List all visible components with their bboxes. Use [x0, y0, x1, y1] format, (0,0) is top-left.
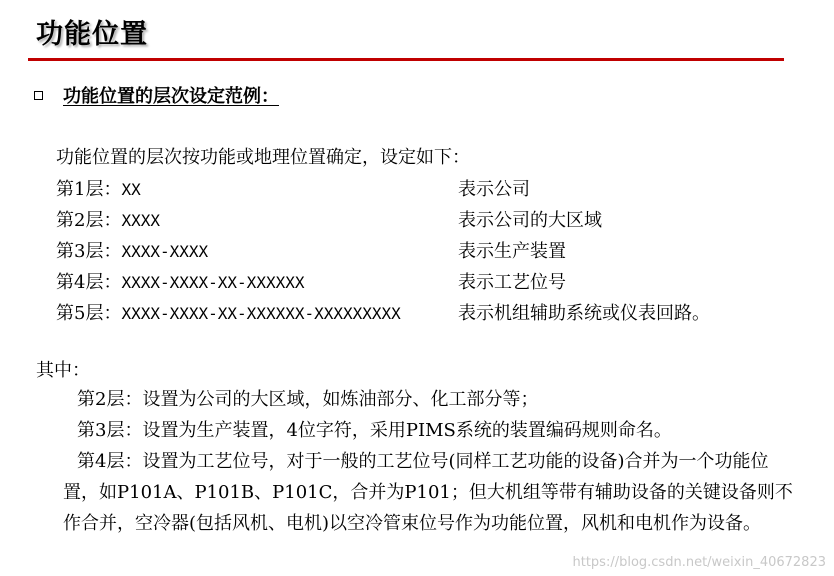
page-title: 功能位置 [36, 19, 148, 50]
level-row [56, 203, 710, 234]
level-code: XX [121, 179, 141, 199]
watermark: https://blog.csdn.net/weixin_40672823 [572, 555, 826, 570]
level-name [56, 175, 458, 201]
level-description: 表示工艺位号 [458, 271, 566, 293]
level-label: 第2层： [56, 209, 122, 231]
level-label: 第3层： [56, 240, 122, 262]
bullet-heading [34, 82, 279, 108]
level-description: 表示机组辅助系统或仪表回路。 [458, 302, 710, 324]
note-head: 第2层： [77, 389, 143, 410]
note-head: 第3层： [77, 420, 143, 441]
level-row [56, 265, 710, 296]
level-label: 第4层： [56, 271, 122, 293]
note-item [63, 446, 798, 539]
intro-text: 功能位置的层次按功能或地理位置确定，设定如下： [56, 147, 470, 168]
note-body: 设置为公司的大区域，如炼油部分、化工部分等； [142, 389, 539, 410]
square-bullet-icon [34, 91, 43, 100]
level-description: 表示公司的大区域 [458, 209, 602, 231]
level-code: XXXX-XXXX-XX-XXXXXX [121, 272, 305, 292]
level-code: XXXX-XXXX-XX-XXXXXX-XXXXXXXXX [121, 303, 401, 323]
note-item [63, 415, 798, 446]
note-item [63, 384, 798, 415]
note-body: 设置为工艺位号，对于一般的工艺位号(同样工艺功能的设备)合并为一个功能位置，如P101A、P101B、P101C，合并为P101；但大机组等带有辅助设备的关键设备则不作合并，空冷器(包括风机、电机)以空冷管束位号作为功能位置，风机和电机作为设备。 [63, 451, 793, 534]
level-row [56, 172, 710, 203]
section-subtitle: 功能位置的层次设定范例： [63, 86, 279, 107]
level-row [56, 296, 710, 327]
level-name [56, 237, 458, 263]
level-name [56, 299, 458, 325]
level-row [56, 234, 710, 265]
level-description: 表示公司 [458, 178, 530, 200]
notes-list [63, 384, 798, 539]
title-divider [28, 58, 784, 61]
level-label: 第5层： [56, 302, 122, 324]
level-description: 表示生产装置 [458, 240, 566, 262]
level-list [56, 172, 710, 327]
level-label: 第1层： [56, 178, 122, 200]
note-body: 设置为生产装置，4位字符，采用PIMS系统的装置编码规则命名。 [142, 420, 672, 441]
section-label: 其中： [36, 360, 90, 381]
level-name [56, 206, 458, 232]
level-name [56, 268, 458, 294]
note-head: 第4层： [77, 451, 143, 472]
level-code: XXXX [121, 210, 160, 230]
level-code: XXXX-XXXX [121, 241, 209, 261]
